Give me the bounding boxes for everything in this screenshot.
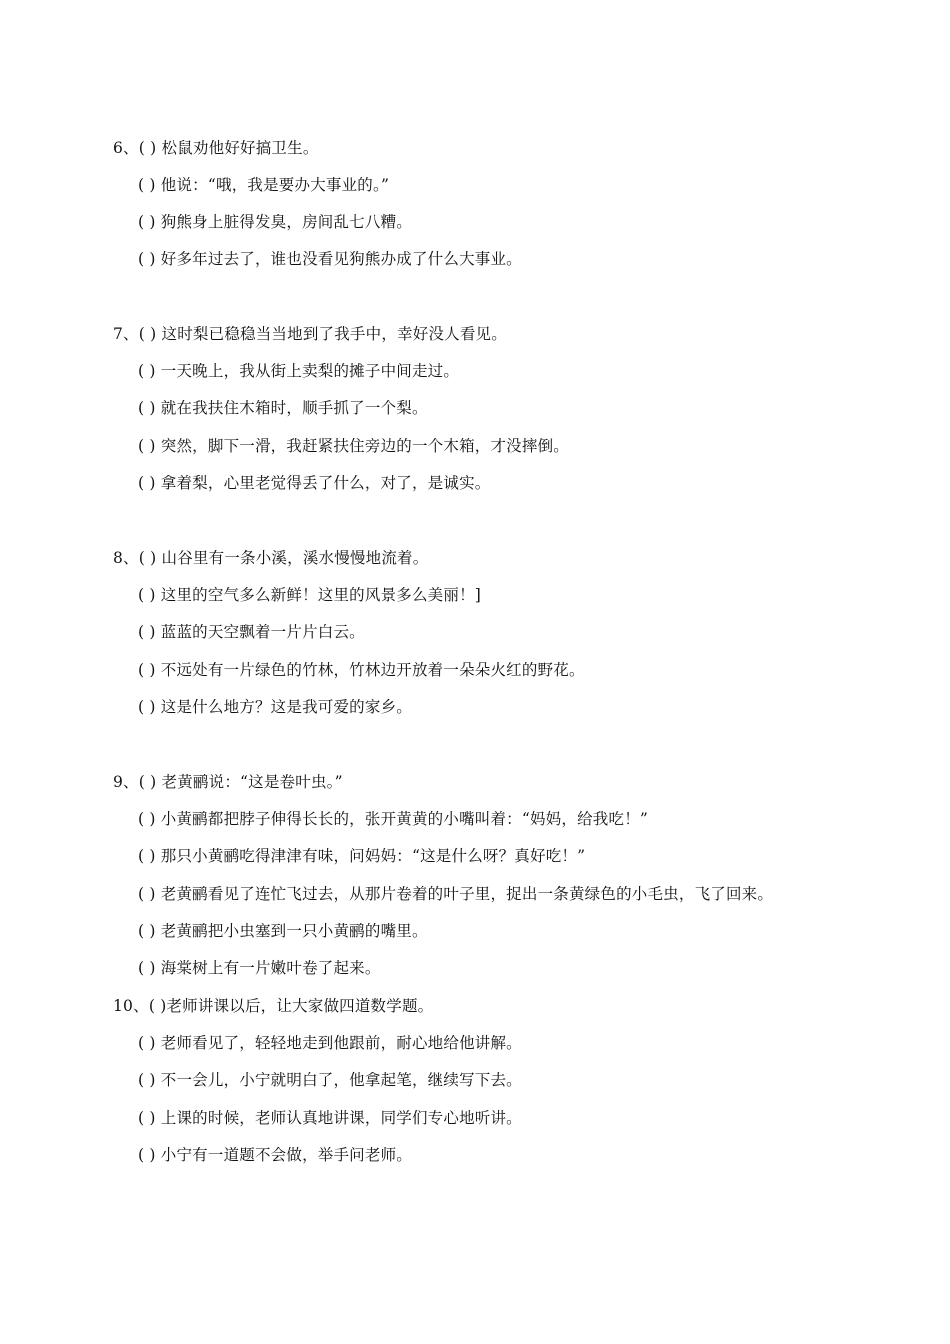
question-9-line-6: [138, 957, 381, 979]
question-9-line-5: [138, 920, 428, 942]
sentence-text: 山谷里有一条小溪，溪水慢慢地流着。: [161, 549, 429, 567]
sentence-text: 不远处有一片绿色的竹林，竹林边开放着一朵朵火红的野花。: [160, 661, 585, 679]
answer-blank[interactable]: ( ): [138, 250, 156, 268]
sentence-text: 不一会儿，小宁就明白了，他拿起笔，继续写下去。: [160, 1071, 522, 1089]
question-6-line-1: [113, 137, 319, 159]
question-8-line-5: [138, 696, 412, 718]
answer-blank[interactable]: ( ): [138, 474, 156, 492]
answer-blank[interactable]: ( ): [138, 885, 156, 903]
answer-blank[interactable]: ( ): [148, 997, 167, 1015]
question-10-line-4: [138, 1107, 522, 1129]
sentence-text: 这是什么地方？这是我可爱的家乡。: [160, 698, 412, 716]
answer-blank[interactable]: ( ): [138, 586, 156, 604]
answer-blank[interactable]: ( ): [138, 362, 156, 380]
question-10-line-3: [138, 1069, 522, 1091]
answer-blank[interactable]: ( ): [138, 1034, 156, 1052]
sentence-text: 松鼠劝他好好搞卫生。: [161, 139, 319, 157]
answer-blank[interactable]: ( ): [138, 959, 156, 977]
answer-blank[interactable]: ( ): [138, 437, 156, 455]
sentence-text: 拿着梨，心里老觉得丢了什么，对了，是诚实。: [160, 474, 491, 492]
question-8-line-4: [138, 659, 585, 681]
answer-blank[interactable]: ( ): [138, 623, 156, 641]
sentence-text: 狗熊身上脏得发臭，房间乱七八糟。: [160, 213, 412, 231]
answer-blank[interactable]: ( ): [138, 847, 156, 865]
question-7-line-3: [138, 397, 428, 419]
sentence-text: 他说：“哦，我是要办大事业的。”: [160, 176, 390, 194]
answer-blank[interactable]: ( ): [138, 399, 156, 417]
sentence-text: 小宁有一道题不会做，举手问老师。: [160, 1146, 412, 1164]
sentence-text: 就在我扶住木箱时，顺手抓了一个梨。: [160, 399, 428, 417]
question-7-line-4: [138, 435, 569, 457]
answer-blank[interactable]: ( ): [138, 213, 156, 231]
sentence-text: 蓝蓝的天空飘着一片片白云。: [160, 623, 365, 641]
question-7-line-1: [113, 323, 507, 345]
question-8-line-3: [138, 621, 365, 643]
question-6-line-3: [138, 211, 412, 233]
answer-blank[interactable]: ( ): [138, 773, 157, 791]
sentence-text: 老黄鹂说：“这是卷叶虫。”: [161, 773, 343, 791]
question-number: 10、: [113, 997, 149, 1015]
question-number: 8、: [113, 549, 139, 567]
question-10-line-2: [138, 1032, 522, 1054]
question-9-line-1: [113, 771, 343, 793]
question-7-line-5: [138, 472, 490, 494]
question-number: 9、: [113, 773, 139, 791]
answer-blank[interactable]: ( ): [138, 176, 156, 194]
sentence-text: 上课的时候，老师认真地讲课，同学们专心地听讲。: [160, 1109, 522, 1127]
question-9-line-4: [138, 883, 773, 905]
question-10-line-1: [113, 995, 433, 1017]
sentence-text: 小黄鹂都把脖子伸得长长的，张开黄黄的小嘴叫着：“妈妈，给我吃！”: [160, 810, 649, 828]
sentence-text: 老黄鹂把小虫塞到一只小黄鹂的嘴里。: [160, 922, 428, 940]
question-10-line-5: [138, 1144, 412, 1166]
sentence-text: 老师看见了，轻轻地走到他跟前，耐心地给他讲解。: [160, 1034, 522, 1052]
question-9-line-2: [138, 808, 648, 830]
sentence-text: 老黄鹂看见了连忙飞过去，从那片卷着的叶子里，捉出一条黄绿色的小毛虫，飞了回来。: [160, 885, 774, 903]
answer-blank[interactable]: ( ): [138, 810, 156, 828]
question-6-line-2: [138, 174, 389, 196]
question-number: 6、: [113, 139, 139, 157]
sentence-text: 海棠树上有一片嫩叶卷了起来。: [160, 959, 381, 977]
sentence-text: 突然，脚下一滑，我赶紧扶住旁边的一个木箱，才没摔倒。: [160, 437, 569, 455]
question-8-line-2: [138, 584, 481, 606]
question-8-line-1: [113, 547, 428, 569]
sentence-text: 老师讲课以后，让大家做四道数学题。: [166, 997, 434, 1015]
answer-blank[interactable]: ( ): [138, 698, 156, 716]
answer-blank[interactable]: ( ): [138, 922, 156, 940]
sentence-text: 这时梨已稳稳当当地到了我手中，幸好没人看见。: [161, 325, 507, 343]
sentence-text: 好多年过去了，谁也没看见狗熊办成了什么大事业。: [160, 250, 522, 268]
answer-blank[interactable]: ( ): [138, 325, 157, 343]
sentence-text: 那只小黄鹂吃得津津有味，问妈妈：“这是什么呀？真好吃！”: [160, 847, 586, 865]
question-number: 7、: [113, 325, 139, 343]
answer-blank[interactable]: ( ): [138, 1071, 156, 1089]
answer-blank[interactable]: ( ): [138, 549, 157, 567]
answer-blank[interactable]: ( ): [138, 1146, 156, 1164]
sentence-text: 一天晚上，我从街上卖梨的摊子中间走过。: [160, 362, 460, 380]
answer-blank[interactable]: ( ): [138, 139, 157, 157]
sentence-text: 这里的空气多么新鲜！这里的风景多么美丽！]: [160, 586, 482, 604]
question-9-line-3: [138, 845, 585, 867]
answer-blank[interactable]: ( ): [138, 1109, 156, 1127]
answer-blank[interactable]: ( ): [138, 661, 156, 679]
question-6-line-4: [138, 248, 522, 270]
question-7-line-2: [138, 360, 459, 382]
